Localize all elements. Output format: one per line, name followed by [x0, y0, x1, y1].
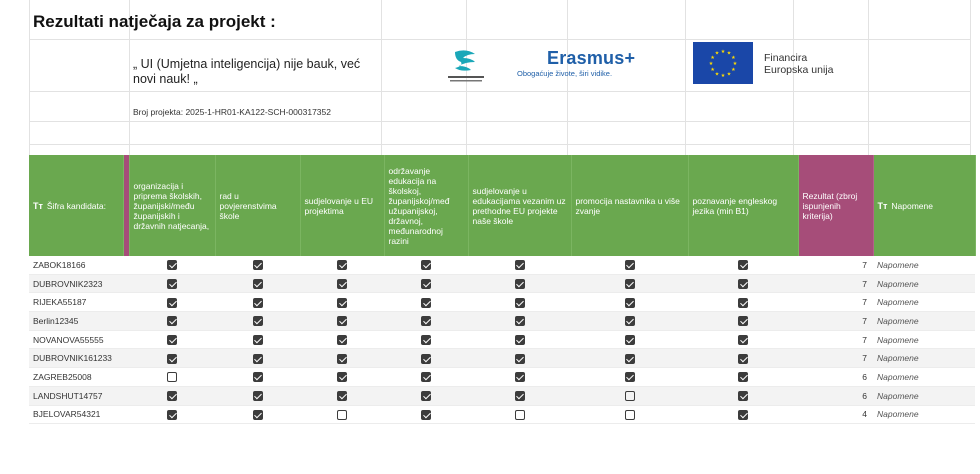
header-criterion-2[interactable]: rad u povjerenstvima škole: [215, 155, 300, 256]
text-type-icon: Tт: [33, 200, 43, 211]
candidate-code[interactable]: NOVANOVA55555: [29, 330, 129, 349]
criterion-checkbox[interactable]: [625, 391, 635, 401]
criterion-cell: [300, 405, 384, 424]
criterion-cell: [571, 330, 688, 349]
criterion-checkbox[interactable]: [421, 410, 431, 420]
table-row: [29, 386, 975, 405]
grid-line: [29, 0, 30, 155]
criterion-cell: [468, 368, 571, 387]
criterion-checkbox[interactable]: [337, 372, 347, 382]
criterion-checkbox[interactable]: [625, 298, 635, 308]
criterion-checkbox[interactable]: [167, 260, 177, 270]
criterion-checkbox[interactable]: [421, 372, 431, 382]
result-value[interactable]: 7: [798, 274, 873, 293]
criterion-checkbox[interactable]: [167, 298, 177, 308]
header-criterion-1[interactable]: organizacija i pripremа školskih, županijski/među županijskih i državnih natjecanja,: [129, 155, 215, 256]
criterion-checkbox[interactable]: [337, 298, 347, 308]
candidate-code[interactable]: RIJEKA55187: [29, 293, 129, 312]
criterion-checkbox[interactable]: [253, 260, 263, 270]
criterion-cell: [384, 349, 468, 368]
table-row: [29, 405, 975, 424]
criterion-cell: [468, 330, 571, 349]
criterion-checkbox[interactable]: [253, 335, 263, 345]
criterion-checkbox[interactable]: [738, 298, 748, 308]
criterion-checkbox[interactable]: [337, 335, 347, 345]
criterion-cell: [129, 368, 215, 387]
criterion-cell: [571, 386, 688, 405]
result-value[interactable]: 7: [798, 349, 873, 368]
criterion-cell: [129, 386, 215, 405]
criterion-cell: [571, 293, 688, 312]
grid-line: [868, 0, 869, 155]
criterion-checkbox[interactable]: [337, 316, 347, 326]
criterion-checkbox[interactable]: [421, 354, 431, 364]
table-row: [29, 368, 975, 387]
candidate-code[interactable]: BJELOVAR54321: [29, 405, 129, 424]
grid-line: [970, 0, 971, 155]
eu-star-icon: ★: [720, 49, 726, 55]
table-row: [29, 256, 975, 274]
notes-cell[interactable]: Napomene: [873, 368, 975, 387]
eu-funding-text: Financira Europska unija: [764, 52, 834, 76]
criterion-checkbox[interactable]: [738, 260, 748, 270]
criterion-cell: [300, 368, 384, 387]
criterion-checkbox[interactable]: [421, 316, 431, 326]
criterion-cell: [300, 274, 384, 293]
notes-cell[interactable]: Napomene: [873, 349, 975, 368]
eu-star-icon: ★: [726, 71, 732, 78]
project-number: Broj projekta: 2025-1-HR01-KA122-SCH-000317352: [133, 107, 331, 117]
criterion-cell: [688, 274, 798, 293]
criterion-checkbox[interactable]: [167, 335, 177, 345]
criterion-cell: [468, 386, 571, 405]
criterion-cell: [688, 349, 798, 368]
criterion-cell: [688, 293, 798, 312]
criterion-cell: [688, 330, 798, 349]
result-value[interactable]: 7: [798, 293, 873, 312]
notes-cell[interactable]: Napomene: [873, 405, 975, 424]
criterion-cell: [215, 368, 300, 387]
criterion-checkbox[interactable]: [738, 316, 748, 326]
table-row: [29, 312, 975, 331]
criterion-cell: [571, 312, 688, 331]
header-notes[interactable]: [873, 155, 975, 256]
criterion-cell: [384, 405, 468, 424]
candidate-code[interactable]: LANDSHUT14757: [29, 386, 129, 405]
result-value[interactable]: 6: [798, 386, 873, 405]
eu-star-icon: ★: [710, 55, 715, 61]
criterion-checkbox[interactable]: [421, 279, 431, 289]
criterion-cell: [215, 330, 300, 349]
result-value[interactable]: 7: [798, 256, 873, 274]
criterion-cell: [129, 330, 215, 349]
criterion-checkbox[interactable]: [515, 372, 525, 382]
table-row: [29, 330, 975, 349]
criterion-cell: [300, 386, 384, 405]
criterion-checkbox[interactable]: [625, 260, 635, 270]
criterion-cell: [468, 405, 571, 424]
header-criterion-5[interactable]: sudjelovanje u edukacijama vezanim uz prethodne EU projekte naše škole: [468, 155, 571, 256]
criterion-checkbox[interactable]: [337, 260, 347, 270]
eu-star-icon: ★: [726, 50, 732, 57]
criterion-checkbox[interactable]: [421, 260, 431, 270]
candidate-code[interactable]: DUBROVNIK161233: [29, 349, 129, 368]
erasmus-logo-text: Erasmus+: [547, 48, 636, 68]
criterion-checkbox[interactable]: [738, 279, 748, 289]
header-criterion-3[interactable]: sudjelovanje u EU projektima: [300, 155, 384, 256]
criterion-cell: [129, 349, 215, 368]
criterion-checkbox[interactable]: [625, 279, 635, 289]
criterion-checkbox[interactable]: [738, 410, 748, 420]
criterion-cell: [300, 349, 384, 368]
criterion-checkbox[interactable]: [738, 354, 748, 364]
criterion-checkbox[interactable]: [625, 410, 635, 420]
criterion-checkbox[interactable]: [738, 372, 748, 382]
criterion-checkbox[interactable]: [253, 279, 263, 289]
candidate-code[interactable]: Berlin12345: [29, 312, 129, 331]
criterion-checkbox[interactable]: [625, 316, 635, 326]
eu-star-icon: ★: [732, 61, 738, 67]
criterion-cell: [468, 293, 571, 312]
criterion-checkbox[interactable]: [167, 354, 177, 364]
criterion-cell: [688, 312, 798, 331]
criterion-cell: [300, 312, 384, 331]
criterion-checkbox[interactable]: [167, 316, 177, 326]
criterion-cell: [300, 293, 384, 312]
grid-line: [381, 0, 382, 155]
criterion-cell: [384, 330, 468, 349]
criterion-cell: [571, 349, 688, 368]
criterion-checkbox[interactable]: [167, 410, 177, 420]
criterion-checkbox[interactable]: [515, 298, 525, 308]
criterion-cell: [215, 274, 300, 293]
grid-line: [29, 39, 970, 40]
criterion-cell: [129, 293, 215, 312]
notes-cell[interactable]: Napomene: [873, 293, 975, 312]
header-code[interactable]: [29, 155, 123, 256]
criterion-cell: [688, 368, 798, 387]
notes-cell[interactable]: Napomene: [873, 386, 975, 405]
eu-flag-icon: [693, 42, 753, 84]
criterion-checkbox[interactable]: [167, 391, 177, 401]
candidate-code[interactable]: ZABOK18166: [29, 256, 129, 274]
criterion-cell: [384, 256, 468, 274]
criterion-checkbox[interactable]: [253, 391, 263, 401]
criterion-cell: [129, 405, 215, 424]
notes-cell[interactable]: Napomene: [873, 256, 975, 274]
grid-line: [29, 91, 970, 92]
criterion-checkbox[interactable]: [253, 372, 263, 382]
criterion-checkbox[interactable]: [625, 372, 635, 382]
criterion-checkbox[interactable]: [421, 335, 431, 345]
criterion-checkbox[interactable]: [253, 354, 263, 364]
criterion-cell: [300, 330, 384, 349]
criterion-cell: [215, 312, 300, 331]
criterion-checkbox[interactable]: [515, 316, 525, 326]
criterion-cell: [129, 312, 215, 331]
table-row: [29, 293, 975, 312]
table-row: [29, 349, 975, 368]
header-code-label: Šifra kandidata:: [46, 200, 106, 211]
eu-star-icon: ★: [731, 67, 736, 73]
results-table: [29, 155, 976, 424]
criterion-cell: [688, 405, 798, 424]
notes-cell[interactable]: Napomene: [873, 274, 975, 293]
criterion-checkbox[interactable]: [337, 410, 347, 420]
criterion-checkbox[interactable]: [515, 391, 525, 401]
result-value[interactable]: 7: [798, 330, 873, 349]
criterion-checkbox[interactable]: [337, 354, 347, 364]
criterion-cell: [688, 386, 798, 405]
criterion-checkbox[interactable]: [515, 335, 525, 345]
notes-cell[interactable]: Napomene: [873, 312, 975, 331]
criterion-cell: [384, 312, 468, 331]
criterion-checkbox[interactable]: [515, 260, 525, 270]
criterion-cell: [688, 256, 798, 274]
criterion-cell: [300, 256, 384, 274]
criterion-checkbox[interactable]: [253, 298, 263, 308]
header-row: [29, 155, 975, 256]
project-name: „ UI (Umjetna inteligencija) nije bauk, već novi nauk! „: [133, 57, 361, 86]
criterion-cell: [468, 256, 571, 274]
criterion-cell: [384, 293, 468, 312]
eu-star-icon: ★: [714, 71, 720, 78]
criterion-checkbox[interactable]: [253, 410, 263, 420]
eu-star-icon: ★: [714, 50, 720, 57]
grid-line: [685, 0, 686, 155]
criterion-cell: [384, 368, 468, 387]
criterion-cell: [468, 349, 571, 368]
page-title: Rezultati natječaja za projekt :: [33, 12, 276, 31]
grid-line: [29, 121, 970, 122]
criterion-checkbox[interactable]: [421, 298, 431, 308]
criterion-cell: [468, 312, 571, 331]
criterion-checkbox[interactable]: [625, 354, 635, 364]
header-criterion-6[interactable]: promocija nastavnika u više zvanje: [571, 155, 688, 256]
criterion-cell: [215, 256, 300, 274]
criterion-cell: [571, 368, 688, 387]
erasmus-slogan: Obogaćuje živote, širi vidike.: [517, 69, 613, 78]
candidate-code[interactable]: DUBROVNIK2323: [29, 274, 129, 293]
criterion-checkbox[interactable]: [253, 316, 263, 326]
header-notes-label: Napomene: [891, 200, 933, 211]
criterion-cell: [215, 349, 300, 368]
criterion-cell: [129, 274, 215, 293]
result-value[interactable]: 6: [798, 368, 873, 387]
candidate-code[interactable]: ZAGREB25008: [29, 368, 129, 387]
result-value[interactable]: 7: [798, 312, 873, 331]
criterion-cell: [129, 256, 215, 274]
eu-star-icon: ★: [720, 73, 726, 79]
criterion-checkbox[interactable]: [167, 279, 177, 289]
criterion-checkbox[interactable]: [515, 354, 525, 364]
eu-star-icon: ★: [710, 67, 715, 73]
criterion-cell: [384, 274, 468, 293]
criterion-cell: [571, 256, 688, 274]
grid-line: [29, 144, 970, 145]
criterion-cell: [215, 293, 300, 312]
school-logo-icon: [441, 46, 491, 90]
criterion-cell: [468, 274, 571, 293]
criterion-checkbox[interactable]: [738, 391, 748, 401]
header-result[interactable]: Rezultat (zbroj ispunjenih kriterija): [798, 155, 873, 256]
header-criterion-7[interactable]: poznavanje engleskog jezika (min B1): [688, 155, 798, 256]
criterion-checkbox[interactable]: [515, 410, 525, 420]
criterion-cell: [215, 405, 300, 424]
criterion-checkbox[interactable]: [421, 391, 431, 401]
criterion-cell: [571, 405, 688, 424]
criterion-cell: [215, 386, 300, 405]
eu-star-icon: ★: [731, 55, 736, 61]
criterion-cell: [571, 274, 688, 293]
criterion-checkbox[interactable]: [738, 335, 748, 345]
criterion-checkbox[interactable]: [167, 372, 177, 382]
criterion-checkbox[interactable]: [515, 279, 525, 289]
table-row: [29, 274, 975, 293]
criterion-cell: [384, 386, 468, 405]
grid-line: [793, 0, 794, 155]
eu-star-icon: ★: [708, 61, 714, 67]
criterion-checkbox[interactable]: [625, 335, 635, 345]
notes-cell[interactable]: Napomene: [873, 330, 975, 349]
criterion-checkbox[interactable]: [337, 279, 347, 289]
result-value[interactable]: 4: [798, 405, 873, 424]
header-criterion-4[interactable]: održavanje edukacija na školskoj, županijskoj/međ užupanijskoj, državnoj, međunarodnoj razini: [384, 155, 468, 256]
text-type-icon: Tт: [877, 200, 888, 211]
criterion-checkbox[interactable]: [337, 391, 347, 401]
